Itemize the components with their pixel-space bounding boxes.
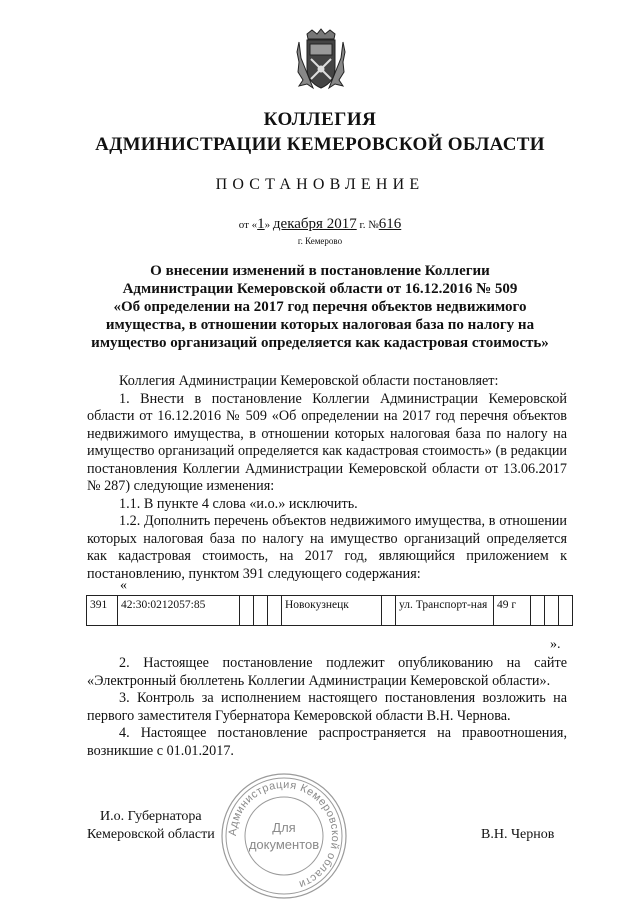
date-prefix: от « [238, 219, 258, 231]
cell-number: 391 [87, 596, 118, 626]
cell-empty [531, 596, 545, 626]
quote-open: « [120, 578, 127, 593]
body-text-bottom [87, 655, 567, 760]
coat-of-arms-emblem [293, 28, 349, 92]
cell-empty [382, 596, 396, 626]
paragraph-4: 4. Настоящее постановление распространяется на правоотношения, возникшие с 01.01.2017. [87, 725, 567, 759]
title-line: имущества, в отношении которых налоговая база по налогу на [105, 317, 535, 333]
preamble: Коллегия Администрации Кемеровской области постановляет: [119, 373, 499, 389]
signatory-title-line1: И.о. Губернатора [100, 809, 202, 824]
year-suffix: г. [359, 219, 366, 231]
stamp-ring-text: Администрация Кемеровской области [226, 778, 342, 891]
document-number: 616 [378, 216, 402, 232]
org-name-line2: АДМИНИСТРАЦИИ КЕМЕРОВСКОЙ ОБЛАСТИ [95, 134, 545, 155]
document-date-number [0, 216, 640, 233]
table-row [87, 596, 573, 626]
objects-table [86, 595, 573, 626]
paragraph-2: 2. Настоящее постановление подлежит опубликованию на сайте «Электронный бюллетень Коллегии Администрации Кемеровской области». [87, 655, 567, 689]
body-text-top [87, 373, 567, 583]
cell-cadastral: 42:30:0212057:85 [118, 596, 240, 626]
cell-empty [254, 596, 268, 626]
quote-close: ». [550, 637, 561, 652]
paragraph-1-2: 1.2. Дополнить перечень объектов недвижимого имущества, в отношении которых налоговая база по налогу на имущество организаций определяется как кадастровая стоимость, на 2017 год, являющийся приложением к постановлению, пунктом 391 следующего содержания: [87, 513, 567, 582]
number-prefix: № [368, 219, 379, 231]
date-month-year: декабря 2017 [272, 216, 357, 232]
title-line: О внесении изменений в постановление Коллегии [150, 263, 490, 279]
cell-city: Новокузнецк [282, 596, 382, 626]
cell-empty [268, 596, 282, 626]
paragraph-3: 3. Контроль за исполнением настоящего постановления возложить на первого заместителя Губернатора Кемеровской области В.Н. Чернова. [87, 690, 567, 724]
cell-empty [559, 596, 573, 626]
cell-empty [240, 596, 254, 626]
title-line: «Об определении на 2017 год перечня объектов недвижимого [113, 299, 527, 315]
date-day-close: » [264, 219, 271, 231]
org-name-line1: КОЛЛЕГИЯ [263, 109, 377, 130]
document-type: ПОСТАНОВЛЕНИЕ [215, 176, 425, 193]
signatory-name: В.Н. Чернов [481, 827, 555, 842]
paragraph-1-1: 1.1. В пункте 4 слова «и.о.» исключить. [119, 495, 358, 512]
stamp-center-line2: документов [248, 837, 320, 852]
stamp-center-line1: Для [272, 820, 296, 835]
cell-empty [545, 596, 559, 626]
date-day: 1 [257, 216, 265, 232]
cell-street: ул. Транспорт-ная [396, 596, 494, 626]
signatory-title-line2: Кемеровской области [87, 827, 215, 842]
title-line: Администрации Кемеровской области от 16.12.2016 № 509 [122, 281, 518, 297]
title-line: имущество организаций определяется как кадастровая стоимость» [91, 335, 549, 351]
document-title [0, 262, 640, 352]
cell-house: 49 г [494, 596, 531, 626]
city: г. Кемерово [297, 236, 343, 246]
official-stamp [218, 770, 350, 902]
paragraph-1: 1. Внести в постановление Коллегии Администрации Кемеровской области от 16.12.2016 № 509 «Об определении на 2017 год перечня объектов недвижимого имущества, в отношении которых налоговая база по налогу на имущество организаций определяется как кадастровая стоимость» (в редакции постановления Коллегии Администрации Кемеровской области от 13.06.2017 № 287) следующие изменения: [87, 390, 567, 494]
